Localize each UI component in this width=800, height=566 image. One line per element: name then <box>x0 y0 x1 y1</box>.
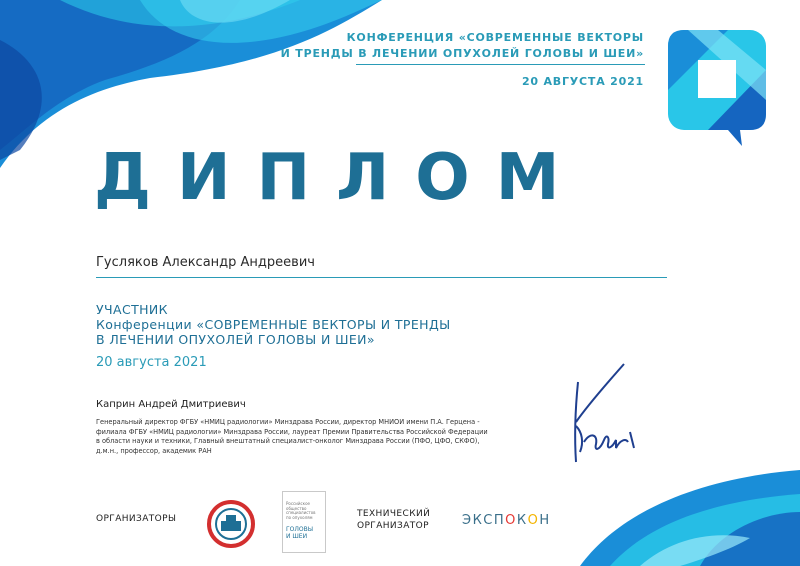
expocon-logo-part5: Н <box>539 513 551 528</box>
name-underline <box>96 277 667 278</box>
expocon-logo-part4: О <box>527 513 540 528</box>
expocon-logo <box>462 513 551 528</box>
expocon-logo-part1: ЭКСП <box>462 513 506 528</box>
diploma-title: ДИПЛОМ <box>94 141 586 215</box>
organizer-emblem-icon <box>206 499 256 549</box>
expocon-logo-part2: О <box>505 513 517 528</box>
conference-title-line2: И ТРЕНДЫ В ЛЕЧЕНИИ ОПУХОЛЕЙ ГОЛОВЫ И ШЕИ» <box>280 47 644 60</box>
expocon-logo-part3: К <box>516 513 528 528</box>
society-logo-text-3: специалистов <box>286 510 316 516</box>
tech-organizer-label-1: ТЕХНИЧЕСКИЙ <box>357 509 431 519</box>
signer-desc-line4: д.м.н., профессор, академик РАН <box>96 446 212 455</box>
tech-organizer-label <box>357 508 430 532</box>
signer-desc-line3: в области науки и техники, Главный внештатный специалист-онколог Минздрава России (ПФО, ЦФО, СКФО), <box>96 437 480 446</box>
award-date: 20 августа 2021 <box>96 355 207 370</box>
society-logo-text-6: И ШЕИ <box>286 533 308 540</box>
header-divider <box>356 64 645 65</box>
society-logo-text-2: общество <box>286 505 307 511</box>
conference-logo-icon <box>668 30 768 146</box>
signer-description <box>96 418 536 456</box>
footer-decoration <box>570 466 800 566</box>
society-logo-text-5: ГОЛОВЫ <box>286 526 314 533</box>
society-logo-text-1: Российское <box>286 501 310 506</box>
society-logo <box>282 491 326 553</box>
society-logo-text-4: по опухолям <box>286 514 313 520</box>
award-role: УЧАСТНИК <box>96 302 168 317</box>
award-line2: В ЛЕЧЕНИИ ОПУХОЛЕЙ ГОЛОВЫ И ШЕИ» <box>96 332 375 347</box>
tech-organizer-label-2: ОРГАНИЗАТОР <box>357 521 429 531</box>
signer-name: Каприн Андрей Дмитриевич <box>96 399 246 410</box>
signature-graphic <box>540 362 650 466</box>
recipient-name: Гусляков Александр Андреевич <box>96 255 315 270</box>
organizers-label: ОРГАНИЗАТОРЫ <box>96 514 177 524</box>
award-line1: Конференции «СОВРЕМЕННЫЕ ВЕКТОРЫ И ТРЕНДЫ <box>96 317 451 332</box>
signer-desc-line1: Генеральный директор ФГБУ «НМИЦ радиологии» Минздрава России, директор МНИОИ имени П.А. Герцена - <box>96 418 480 426</box>
conference-title-line1: КОНФЕРЕНЦИЯ «СОВРЕМЕННЫЕ ВЕКТОРЫ <box>346 31 644 44</box>
signer-desc-line2: филиала ФГБУ «НМИЦ радиологии» Минздрава России, лауреат Премии Правительства Российской Федерации <box>96 427 488 436</box>
conference-date: 20 АВГУСТА 2021 <box>521 75 644 88</box>
